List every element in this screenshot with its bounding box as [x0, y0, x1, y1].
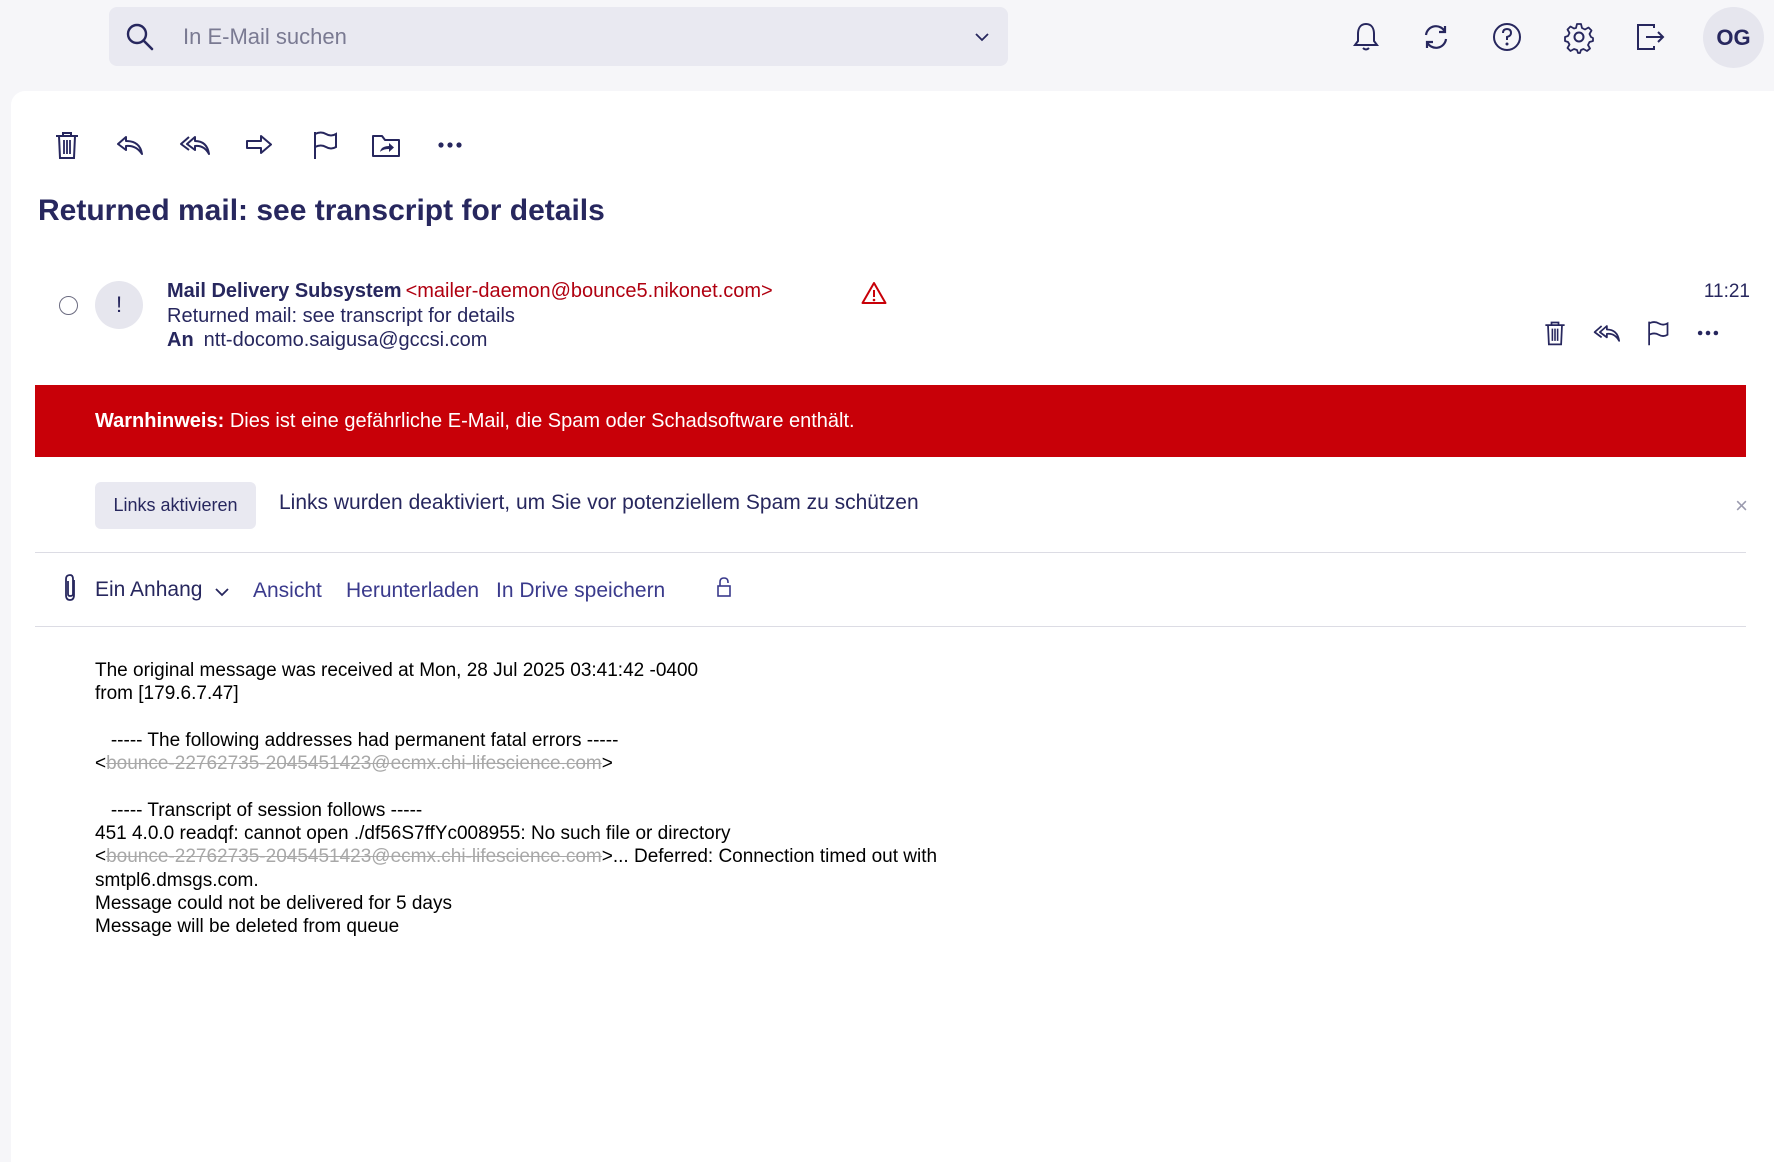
- message-pane: [11, 91, 1774, 1162]
- settings-icon[interactable]: [1563, 20, 1595, 54]
- attachment-count[interactable]: Ein Anhang: [95, 578, 203, 601]
- body-line: <: [95, 753, 107, 775]
- spam-warning-banner: [35, 385, 1746, 457]
- lock-icon: [716, 576, 732, 598]
- body-line: >... Deferred: Connection timed out with: [601, 846, 938, 868]
- disabled-email-link: bounce-22762735-2045451423@ecmx.chi-lifescience.com: [106, 846, 602, 868]
- body-line: Message will be deleted from queue: [95, 916, 400, 938]
- download-attachment-link[interactable]: Herunterladen: [346, 579, 480, 602]
- more-icon[interactable]: [434, 129, 466, 161]
- forward-icon[interactable]: [243, 129, 275, 161]
- sender-name[interactable]: Mail Delivery Subsystem: [167, 280, 402, 302]
- body-line: from [179.6.7.47]: [95, 683, 239, 705]
- search-bar[interactable]: [109, 7, 1008, 66]
- move-folder-icon[interactable]: [370, 129, 402, 161]
- divider: [35, 552, 1746, 553]
- body-line: ----- The following addresses had permanent fatal errors -----: [95, 729, 619, 751]
- flag-icon[interactable]: [1643, 319, 1671, 347]
- logout-icon[interactable]: [1634, 20, 1666, 54]
- chevron-down-icon[interactable]: [972, 27, 992, 47]
- reply-all-icon[interactable]: [178, 129, 210, 161]
- body-line: 451 4.0.0 readqf: cannot open ./df56S7ffYc008955: No such file or directory: [95, 823, 731, 845]
- chevron-down-icon[interactable]: [214, 585, 230, 599]
- body-line: <: [95, 846, 107, 868]
- sender: [167, 280, 773, 303]
- trash-icon[interactable]: [51, 129, 83, 161]
- help-icon[interactable]: [1491, 20, 1523, 54]
- bell-icon[interactable]: [1350, 20, 1382, 54]
- body-line: smtpl6.dmsgs.com.: [95, 869, 259, 891]
- save-to-drive-link[interactable]: In Drive speichern: [496, 579, 666, 602]
- links-disabled-notice: Links wurden deaktiviert, um Sie vor potenziellem Spam zu schützen: [279, 491, 919, 514]
- reply-icon[interactable]: [114, 129, 146, 161]
- message-body: [95, 659, 937, 939]
- sender-avatar: !: [95, 281, 143, 329]
- refresh-icon[interactable]: [1420, 20, 1452, 54]
- message-subject-line: Returned mail: see transcript for details: [167, 305, 515, 327]
- trash-icon[interactable]: [1541, 319, 1569, 347]
- recipient-address[interactable]: ntt-docomo.saigusa@gccsi.com: [203, 329, 488, 351]
- body-line: The original message was received at Mon, 28 Jul 2025 03:41:42 -0400: [95, 660, 699, 681]
- select-radio[interactable]: [59, 296, 78, 315]
- body-line: Message could not be delivered for 5 days: [95, 892, 452, 914]
- paperclip-icon: [59, 573, 83, 603]
- reply-all-icon[interactable]: [1592, 319, 1620, 347]
- search-icon: [125, 22, 155, 52]
- warning-icon: [861, 281, 887, 305]
- search-input[interactable]: In E-Mail suchen: [183, 24, 347, 49]
- body-line: >: [601, 753, 613, 775]
- avatar[interactable]: OG: [1703, 7, 1764, 68]
- recipient-label: An: [167, 329, 194, 351]
- warning-text: Dies ist eine gefährliche E-Mail, die Spam oder Schadsoftware enthält.: [224, 410, 855, 432]
- sender-address[interactable]: <mailer-daemon@bounce5.nikonet.com>: [405, 280, 773, 302]
- recipient: [167, 329, 487, 352]
- body-line: ----- Transcript of session follows -----: [95, 799, 423, 821]
- warning-label: Warnhinweis:: [95, 410, 225, 432]
- view-attachment-link[interactable]: Ansicht: [253, 579, 322, 602]
- enable-links-button[interactable]: Links aktivieren: [95, 482, 256, 529]
- close-icon[interactable]: ×: [1735, 493, 1748, 518]
- message-time: 11:21: [1703, 281, 1750, 302]
- more-icon[interactable]: [1694, 319, 1722, 347]
- flag-icon[interactable]: [308, 129, 340, 161]
- disabled-email-link: bounce-22762735-2045451423@ecmx.chi-lifescience.com: [106, 753, 602, 775]
- page-title: Returned mail: see transcript for details: [38, 194, 605, 227]
- divider: [35, 626, 1746, 627]
